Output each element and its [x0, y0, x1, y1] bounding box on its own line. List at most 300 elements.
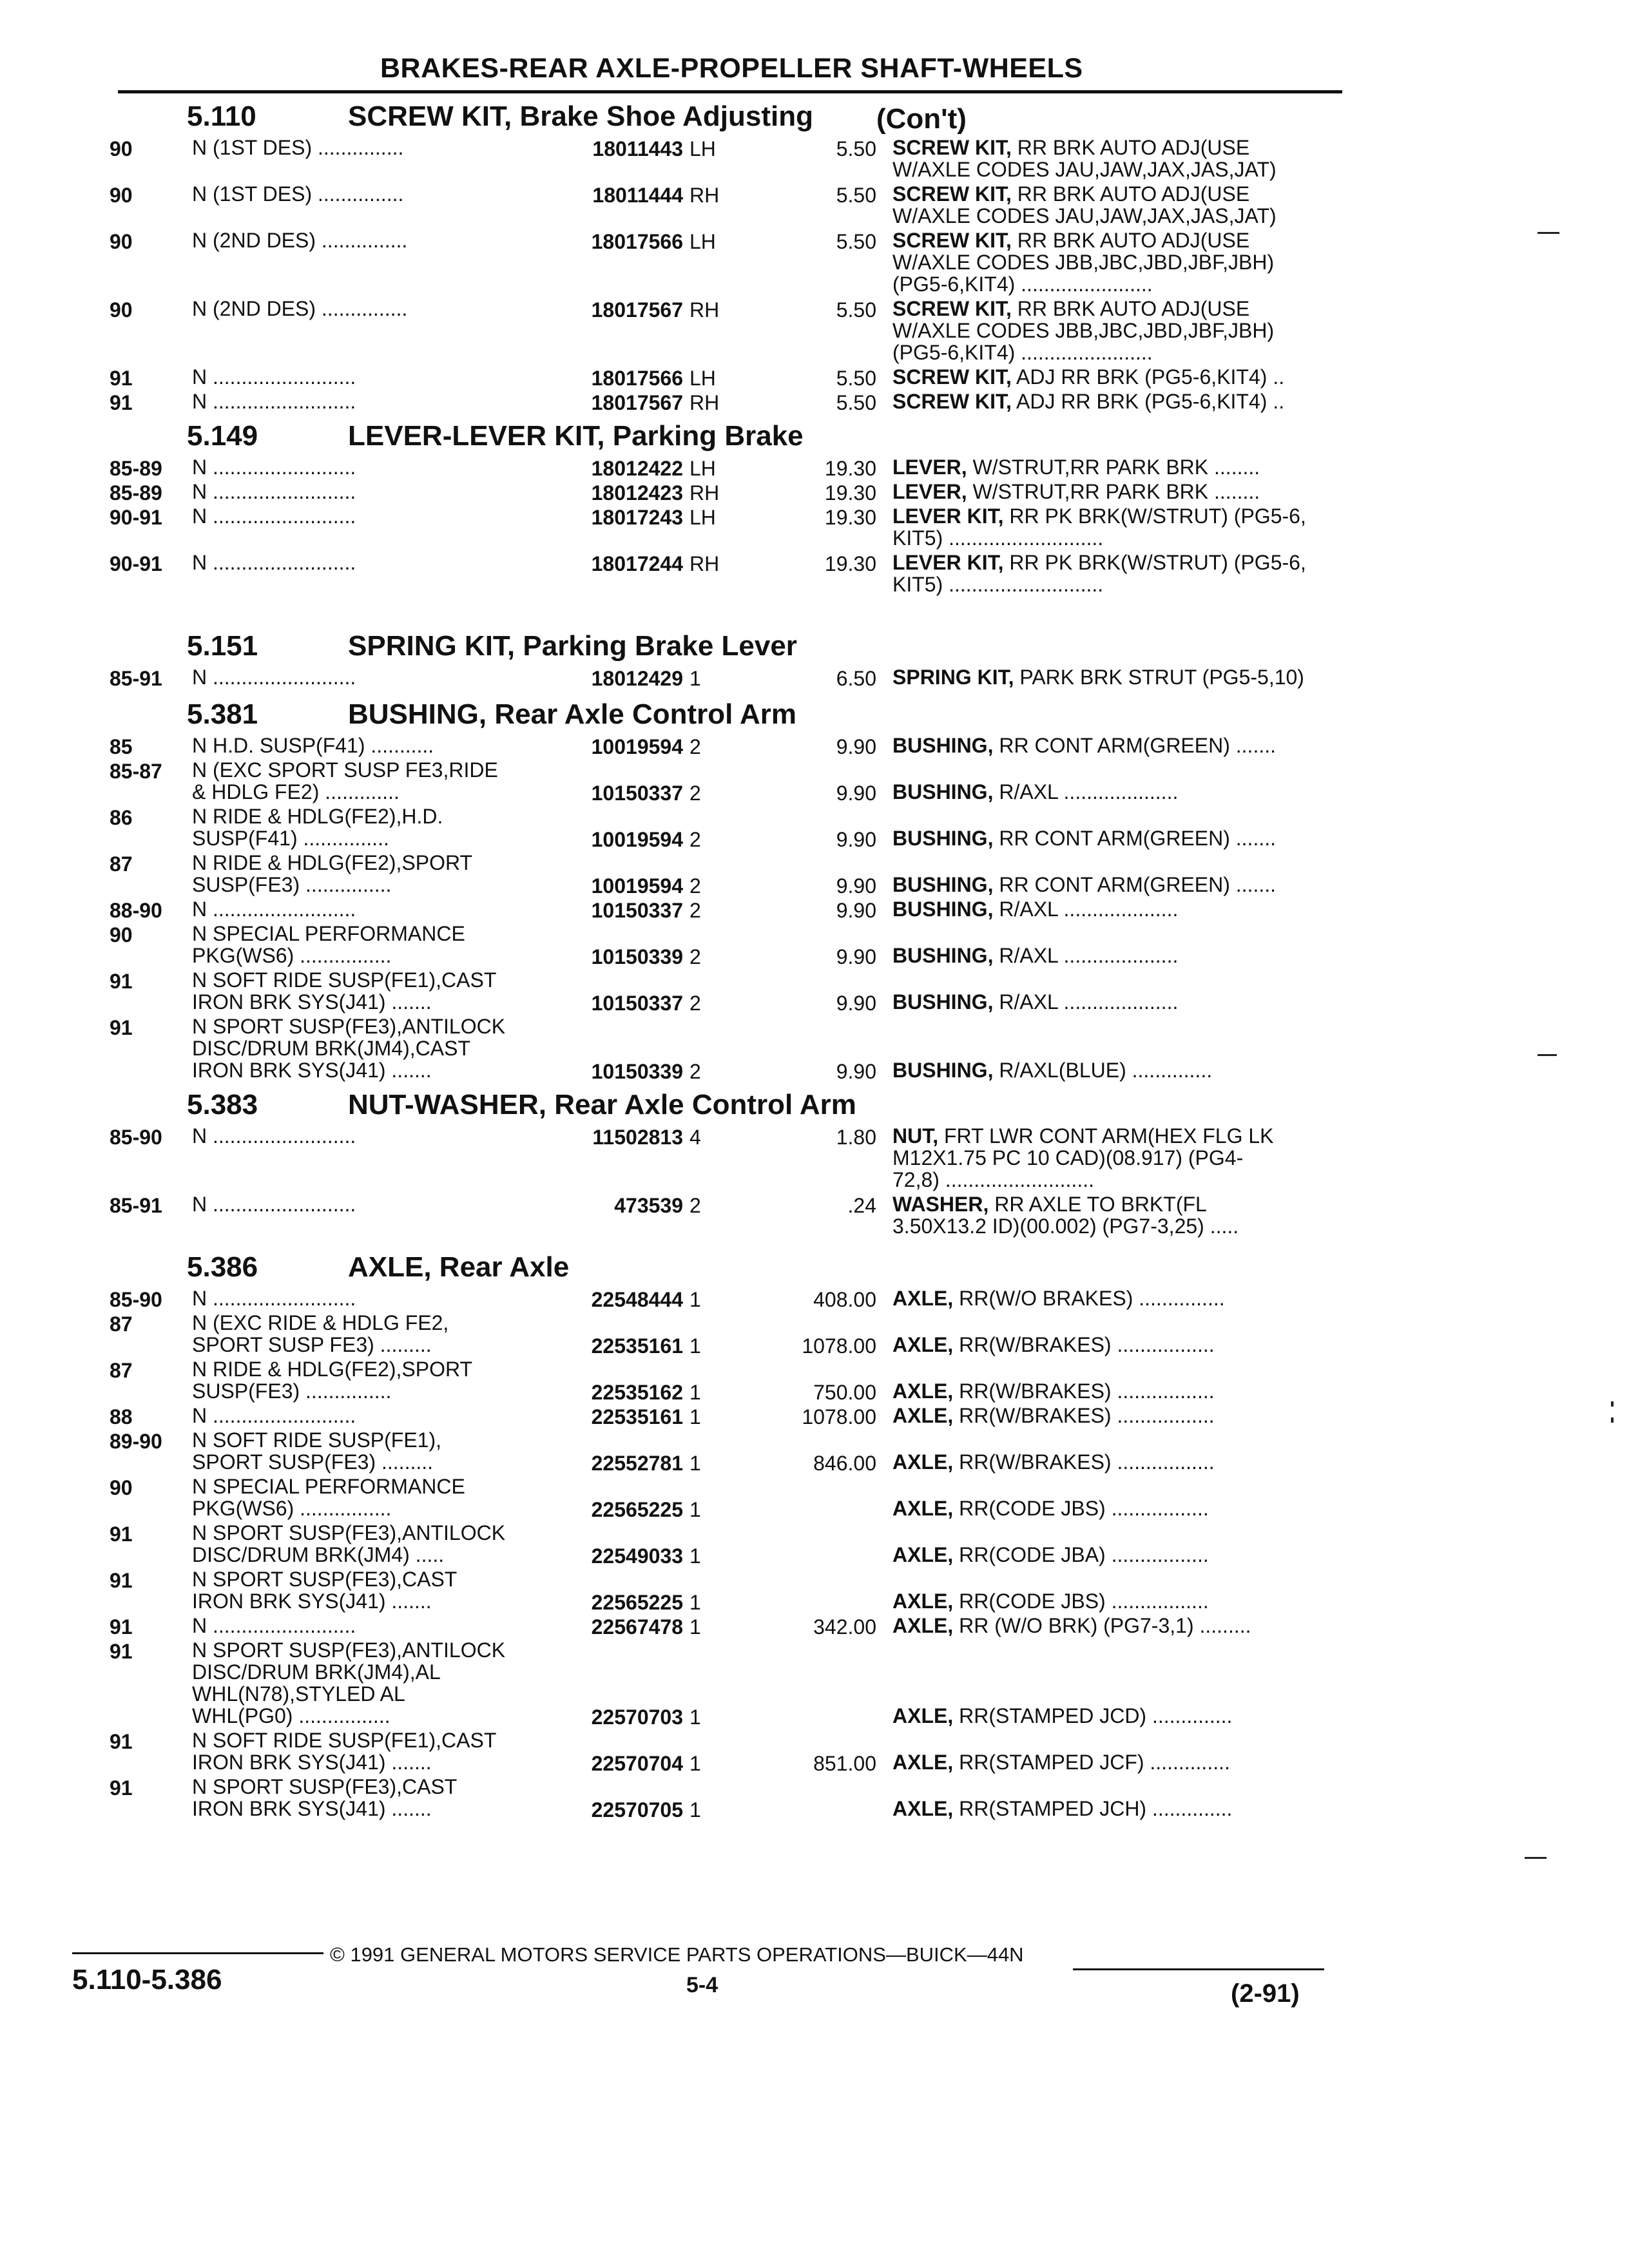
- part-name: [892, 137, 1356, 180]
- catalog-section: [110, 95, 1347, 415]
- part-name-detail: RR(W/BRAKES) .................: [953, 1333, 1215, 1356]
- footer-rule-left: [72, 1952, 323, 1954]
- part-name-detail: RR(STAMPED JCH) ..............: [953, 1797, 1233, 1820]
- model-year: 91: [110, 1615, 133, 1639]
- part-name-detail: RR CONT ARM(GREEN) .......: [993, 734, 1276, 757]
- part-row: [110, 137, 1347, 183]
- header-rule: [118, 90, 1342, 93]
- quantity: 2: [689, 735, 701, 758]
- part-name-keyword: SCREW KIT,: [892, 229, 1012, 252]
- part-name: [892, 366, 1356, 388]
- quantity: LH: [689, 230, 716, 253]
- part-name-detail: RR(STAMPED JCD) ..............: [953, 1704, 1233, 1727]
- usage-description: N .........................: [192, 480, 356, 503]
- part-name-detail: ADJ RR BRK (PG5-6,KIT4) ..: [1011, 390, 1285, 413]
- part-name-keyword: WASHER,: [892, 1193, 989, 1216]
- part-name: [892, 991, 1356, 1013]
- part-name: [892, 898, 1356, 920]
- part-name-detail: RR (W/O BRK) (PG7-3,1) .........: [953, 1614, 1251, 1637]
- price: 846.00: [813, 1452, 876, 1475]
- usage-description: N (1ST DES) ...............: [192, 182, 404, 206]
- part-name: [892, 874, 1356, 896]
- quantity: 2: [689, 874, 701, 898]
- part-name: [892, 1544, 1356, 1566]
- part-row: [110, 1522, 1347, 1568]
- part-name-detail: RR(CODE JBA) .................: [953, 1543, 1209, 1566]
- part-number: 22570703: [591, 1706, 683, 1729]
- part-name-detail: RR BRK AUTO ADJ(USE W/AXLE CODES JBB,JBC,JBD,JBF,JBH) (PG5-6,KIT4) .......................: [892, 297, 1275, 364]
- part-number: 18017566: [591, 230, 683, 253]
- quantity: 1: [689, 1706, 701, 1729]
- usage-description: N SPORT SUSP(FE3),ANTILOCK DISC/DRUM BRK(JM4) .....: [192, 1521, 506, 1566]
- quantity: 1: [689, 1615, 701, 1639]
- price: 9.90: [836, 874, 876, 898]
- usage-description: N SPORT SUSP(FE3),ANTILOCK DISC/DRUM BRK(JM4),AL WHL(N78),STYLED AL WHL(PG0) ................: [192, 1639, 506, 1727]
- quantity: 2: [689, 1194, 701, 1217]
- quantity: LH: [689, 506, 716, 529]
- part-name: [892, 1451, 1356, 1473]
- quantity: 1: [689, 1591, 701, 1614]
- quantity: 1: [689, 1405, 701, 1428]
- price: 408.00: [813, 1288, 876, 1311]
- part-name-keyword: SCREW KIT,: [892, 136, 1012, 159]
- quantity: 2: [689, 945, 701, 968]
- part-row: [110, 1405, 1347, 1429]
- quantity: 1: [689, 1798, 701, 1821]
- section-title: BUSHING, Rear Axle Control Arm: [348, 698, 796, 730]
- quantity: RH: [689, 481, 720, 505]
- part-number: 18017243: [591, 506, 683, 529]
- part-name-keyword: AXLE,: [892, 1379, 954, 1403]
- model-year: 91: [110, 1523, 133, 1546]
- part-name: [892, 183, 1356, 227]
- quantity: 2: [689, 992, 701, 1015]
- part-row: [110, 298, 1347, 366]
- model-year: 85-91: [110, 667, 162, 690]
- part-row: [110, 735, 1347, 759]
- part-name: [892, 1380, 1356, 1402]
- section-title: SPRING KIT, Parking Brake Lever: [348, 630, 797, 662]
- part-name-detail: R/AXL ....................: [993, 990, 1179, 1014]
- usage-description: N .........................: [192, 666, 356, 689]
- quantity: 2: [689, 1060, 701, 1083]
- part-name-detail: R/AXL ....................: [993, 898, 1179, 921]
- model-year: 88: [110, 1405, 133, 1428]
- page-header-title: BRAKES-REAR AXLE-PROPELLER SHAFT-WHEELS: [380, 53, 1083, 84]
- section-number: 5.383: [187, 1089, 258, 1120]
- price: 9.90: [836, 1060, 876, 1083]
- part-number: 10019594: [591, 735, 683, 758]
- section-title: LEVER-LEVER KIT, Parking Brake: [348, 420, 804, 452]
- price: 750.00: [813, 1381, 876, 1404]
- usage-description: N SOFT RIDE SUSP(FE1),CAST IRON BRK SYS(J41) .......: [192, 1729, 497, 1774]
- part-number: 22535161: [591, 1405, 683, 1428]
- part-name: [892, 1125, 1356, 1191]
- part-name-keyword: SCREW KIT,: [892, 365, 1012, 389]
- catalog-section: [110, 693, 1347, 1084]
- section-heading: [110, 1246, 1347, 1287]
- footer-copyright: © 1991 GENERAL MOTORS SERVICE PARTS OPERATIONS—BUICK—44N: [330, 1943, 1024, 1966]
- margin-mark: [1537, 1054, 1557, 1056]
- model-year: 91: [110, 1640, 133, 1663]
- model-year: 91: [110, 1776, 133, 1800]
- section-title: SCREW KIT, Brake Shoe Adjusting: [348, 101, 814, 132]
- part-name-detail: RR PK BRK(W/STRUT) (PG5-6, KIT5) ...........................: [892, 505, 1306, 550]
- usage-description: N .........................: [192, 1287, 356, 1310]
- footer-rule-right: [1073, 1968, 1324, 1970]
- part-name-keyword: BUSHING,: [892, 873, 994, 896]
- quantity: 1: [689, 1498, 701, 1521]
- usage-description: N .........................: [192, 456, 356, 479]
- model-year: 87: [110, 852, 133, 876]
- part-name-detail: RR(CODE JBS) .................: [953, 1590, 1209, 1613]
- part-name-keyword: BUSHING,: [892, 827, 994, 850]
- part-number: 10019594: [591, 828, 683, 851]
- part-name-detail: RR CONT ARM(GREEN) .......: [993, 873, 1276, 896]
- section-number: 5.386: [187, 1251, 258, 1283]
- quantity: 1: [689, 1544, 701, 1568]
- part-name-keyword: SPRING KIT,: [892, 666, 1014, 689]
- part-name-detail: R/AXL ....................: [993, 780, 1179, 803]
- price: 5.50: [836, 184, 876, 207]
- part-name: [892, 1059, 1356, 1081]
- price: 9.90: [836, 945, 876, 968]
- section-title: NUT-WASHER, Rear Axle Control Arm: [348, 1089, 856, 1120]
- part-name-detail: FRT LWR CONT ARM(HEX FLG LK M12X1.75 PC 10 CAD)(08.917) (PG4- 72,8) ..........................: [892, 1124, 1274, 1191]
- part-number: 22548444: [591, 1288, 683, 1311]
- part-name: [892, 1705, 1356, 1727]
- model-year: 91: [110, 1016, 133, 1039]
- part-number: 11502813: [592, 1126, 683, 1149]
- part-number: 22570705: [591, 1798, 683, 1821]
- part-name: [892, 1334, 1356, 1356]
- part-number: 473539: [614, 1194, 683, 1217]
- part-row: [110, 1615, 1347, 1639]
- model-year: 85-89: [110, 481, 162, 505]
- part-name-detail: R/AXL ....................: [993, 944, 1179, 967]
- part-row: [110, 390, 1347, 415]
- part-row: [110, 552, 1347, 598]
- section-number: 5.151: [187, 630, 258, 662]
- section-heading: [110, 1084, 1347, 1125]
- part-number: 18012422: [591, 457, 683, 480]
- part-number: 18011443: [592, 137, 683, 160]
- part-name-keyword: AXLE,: [892, 1590, 954, 1613]
- price: 9.90: [836, 899, 876, 922]
- margin-mark: [1525, 1857, 1547, 1859]
- part-number: 10150339: [591, 1060, 683, 1083]
- part-name-detail: RR BRK AUTO ADJ(USE W/AXLE CODES JBB,JBC,JBD,JBF,JBH) (PG5-6,KIT4) .......................: [892, 229, 1275, 296]
- part-name: [892, 505, 1356, 549]
- quantity: LH: [689, 367, 716, 390]
- part-name-keyword: AXLE,: [892, 1751, 954, 1774]
- part-name-keyword: AXLE,: [892, 1287, 954, 1310]
- model-year: 90: [110, 137, 133, 160]
- part-name: [892, 666, 1356, 688]
- part-name: [892, 827, 1356, 849]
- price: 5.50: [836, 298, 876, 322]
- part-row: [110, 366, 1347, 390]
- part-name-detail: RR(W/BRAKES) .................: [953, 1379, 1215, 1403]
- part-name-keyword: AXLE,: [892, 1450, 954, 1474]
- price: 851.00: [813, 1752, 876, 1775]
- price: 1078.00: [802, 1334, 876, 1358]
- part-number: 18012429: [591, 667, 683, 690]
- part-name-keyword: AXLE,: [892, 1543, 954, 1566]
- price: 6.50: [836, 667, 876, 690]
- part-name-detail: RR PK BRK(W/STRUT) (PG5-6, KIT5) ...........................: [892, 551, 1306, 596]
- part-name-detail: RR(W/BRAKES) .................: [953, 1404, 1215, 1427]
- part-number: 18017567: [591, 298, 683, 322]
- quantity: 1: [689, 1288, 701, 1311]
- part-row: [110, 1776, 1347, 1822]
- quantity: LH: [689, 457, 716, 480]
- part-name: [892, 1497, 1356, 1519]
- section-heading: [110, 625, 1347, 666]
- price: 9.90: [836, 735, 876, 758]
- quantity: 4: [689, 1126, 701, 1149]
- part-number: 22535162: [591, 1381, 683, 1404]
- usage-description: N .........................: [192, 898, 356, 921]
- section-heading: [110, 95, 1347, 137]
- price: 5.50: [836, 367, 876, 390]
- part-row: [110, 1193, 1347, 1240]
- price: 19.30: [824, 481, 876, 505]
- usage-description: N .........................: [192, 390, 356, 413]
- usage-description: N .........................: [192, 1404, 356, 1427]
- price: 9.90: [836, 782, 876, 805]
- quantity: 1: [689, 1334, 701, 1358]
- part-name-detail: RR(CODE JBS) .................: [953, 1497, 1209, 1520]
- model-year: 90-91: [110, 552, 162, 575]
- part-row: [110, 456, 1347, 481]
- usage-description: N .........................: [192, 505, 356, 528]
- footer-section-range: 5.110-5.386: [72, 1964, 222, 1995]
- part-row: [110, 183, 1347, 229]
- model-year: 90: [110, 923, 133, 947]
- price: 5.50: [836, 391, 876, 414]
- usage-description: N .........................: [192, 551, 356, 574]
- usage-description: N .........................: [192, 1614, 356, 1637]
- part-number: 10150337: [591, 899, 683, 922]
- usage-description: N (2ND DES) ...............: [192, 297, 408, 320]
- part-row: [110, 1475, 1347, 1522]
- usage-description: N (2ND DES) ...............: [192, 229, 408, 252]
- model-year: 91: [110, 970, 133, 993]
- price: 5.50: [836, 230, 876, 253]
- usage-description: N SPECIAL PERFORMANCE PKG(WS6) ................: [192, 1475, 465, 1520]
- price: 5.50: [836, 137, 876, 160]
- price: .24: [847, 1194, 876, 1217]
- part-row: [110, 1015, 1347, 1084]
- part-name-keyword: AXLE,: [892, 1497, 954, 1520]
- section-number: 5.149: [187, 420, 258, 452]
- section-number: 5.110: [187, 101, 256, 132]
- quantity: RH: [689, 391, 720, 414]
- catalog-section: [110, 415, 1347, 598]
- quantity: 2: [689, 782, 701, 805]
- usage-description: N (EXC RIDE & HDLG FE2, SPORT SUSP FE3) .........: [192, 1311, 449, 1356]
- usage-description: N SPORT SUSP(FE3),ANTILOCK DISC/DRUM BRK(JM4),CAST IRON BRK SYS(J41) .......: [192, 1015, 506, 1082]
- part-name-keyword: LEVER,: [892, 456, 967, 479]
- part-name-keyword: LEVER KIT,: [892, 551, 1004, 574]
- section-heading: [110, 415, 1347, 456]
- quantity: 1: [689, 1452, 701, 1475]
- catalog-section: [110, 625, 1347, 691]
- model-year: 85-90: [110, 1288, 162, 1311]
- part-row: [110, 1125, 1347, 1193]
- model-year: 87: [110, 1359, 133, 1382]
- usage-description: N RIDE & HDLG(FE2),SPORT SUSP(FE3) ...............: [192, 851, 473, 896]
- part-name-keyword: BUSHING,: [892, 990, 994, 1014]
- quantity: 1: [689, 1752, 701, 1775]
- model-year: 87: [110, 1312, 133, 1336]
- part-row: [110, 481, 1347, 505]
- catalog-section: [110, 1246, 1347, 1822]
- part-row: [110, 1358, 1347, 1405]
- price: 342.00: [813, 1615, 876, 1639]
- part-row: [110, 923, 1347, 969]
- model-year: 91: [110, 1730, 133, 1753]
- part-number: 22565225: [591, 1498, 683, 1521]
- part-name: [892, 1405, 1356, 1427]
- model-year: 90: [110, 184, 133, 207]
- catalog-section: [110, 1084, 1347, 1240]
- price: 9.90: [836, 992, 876, 1015]
- part-name-detail: W/STRUT,RR PARK BRK ........: [967, 480, 1260, 503]
- part-name-detail: RR BRK AUTO ADJ(USE W/AXLE CODES JAU,JAW,JAX,JAS,JAT): [892, 182, 1277, 227]
- usage-description: N RIDE & HDLG(FE2),SPORT SUSP(FE3) ...............: [192, 1358, 473, 1403]
- usage-description: N (EXC SPORT SUSP FE3,RIDE & HDLG FE2) .............: [192, 758, 498, 803]
- quantity: 2: [689, 899, 701, 922]
- part-name-keyword: LEVER KIT,: [892, 505, 1004, 528]
- part-name-detail: ADJ RR BRK (PG5-6,KIT4) ..: [1011, 365, 1285, 389]
- part-name-detail: W/STRUT,RR PARK BRK ........: [967, 456, 1260, 479]
- part-row: [110, 1287, 1347, 1312]
- part-name-detail: RR BRK AUTO ADJ(USE W/AXLE CODES JAU,JAW,JAX,JAS,JAT): [892, 136, 1277, 181]
- part-number: 18017566: [591, 367, 683, 390]
- part-row: [110, 505, 1347, 552]
- model-year: 88-90: [110, 899, 162, 922]
- part-name-keyword: SCREW KIT,: [892, 390, 1012, 413]
- part-name-detail: PARK BRK STRUT (PG5-5,10): [1014, 666, 1304, 689]
- part-name: [892, 481, 1356, 503]
- quantity: 2: [689, 828, 701, 851]
- usage-description: N (1ST DES) ...............: [192, 136, 404, 159]
- usage-description: N RIDE & HDLG(FE2),H.D. SUSP(F41) ...............: [192, 805, 443, 850]
- usage-description: N .........................: [192, 1193, 356, 1216]
- model-year: 90-91: [110, 506, 162, 529]
- part-name-keyword: NUT,: [892, 1124, 939, 1148]
- part-number: 18017567: [591, 391, 683, 414]
- part-name: [892, 1193, 1356, 1237]
- part-number: 18012423: [591, 481, 683, 505]
- part-number: 22570704: [591, 1752, 683, 1775]
- part-name-keyword: BUSHING,: [892, 898, 994, 921]
- part-name: [892, 456, 1356, 478]
- part-name: [892, 1615, 1356, 1637]
- model-year: 85-89: [110, 457, 162, 480]
- usage-description: N H.D. SUSP(F41) ...........: [192, 734, 434, 757]
- part-row: [110, 1639, 1347, 1729]
- model-year: 91: [110, 367, 133, 390]
- part-name-keyword: SCREW KIT,: [892, 182, 1012, 206]
- model-year: 90: [110, 230, 133, 253]
- model-year: 90: [110, 298, 133, 322]
- part-number: 10019594: [591, 874, 683, 898]
- part-number: 22567478: [591, 1615, 683, 1639]
- part-number: 10150337: [591, 992, 683, 1015]
- price: 19.30: [824, 506, 876, 529]
- part-row: [110, 1312, 1347, 1358]
- model-year: 85-90: [110, 1126, 162, 1149]
- part-row: [110, 759, 1347, 805]
- price: 19.30: [824, 552, 876, 575]
- footer-revision: (2-91): [1231, 1979, 1300, 2008]
- part-name: [892, 735, 1356, 756]
- part-row: [110, 898, 1347, 923]
- part-name-keyword: BUSHING,: [892, 734, 994, 757]
- model-year: 85: [110, 735, 133, 758]
- part-number: 22549033: [591, 1544, 683, 1568]
- usage-description: N SOFT RIDE SUSP(FE1), SPORT SUSP(FE3) .........: [192, 1428, 442, 1474]
- part-name-keyword: AXLE,: [892, 1704, 954, 1727]
- parts-listing: [110, 95, 1347, 1822]
- part-row: [110, 229, 1347, 298]
- usage-description: N SPECIAL PERFORMANCE PKG(WS6) ................: [192, 922, 465, 967]
- margin-mark: [1611, 1401, 1614, 1407]
- part-name: [892, 1590, 1356, 1612]
- part-number: 22535161: [591, 1334, 683, 1358]
- usage-description: N SPORT SUSP(FE3),CAST IRON BRK SYS(J41) .......: [192, 1568, 458, 1613]
- part-name-detail: RR AXLE TO BRKT(FL 3.50X13.2 ID)(00.002) (PG7-3,25) .....: [892, 1193, 1239, 1238]
- part-name: [892, 390, 1356, 412]
- usage-description: N SPORT SUSP(FE3),CAST IRON BRK SYS(J41) .......: [192, 1775, 458, 1820]
- part-name: [892, 229, 1356, 295]
- quantity: RH: [689, 184, 720, 207]
- price: 1.80: [836, 1126, 876, 1149]
- margin-mark: [1611, 1418, 1614, 1423]
- part-number: 18011444: [592, 184, 683, 207]
- part-number: 10150339: [591, 945, 683, 968]
- part-number: 10150337: [591, 782, 683, 805]
- model-year: 85-91: [110, 1194, 162, 1217]
- model-year: 90: [110, 1476, 133, 1499]
- part-name-keyword: BUSHING,: [892, 1059, 994, 1082]
- part-row: [110, 805, 1347, 852]
- quantity: 1: [689, 1381, 701, 1404]
- section-title: AXLE, Rear Axle: [348, 1251, 570, 1283]
- part-name-keyword: LEVER,: [892, 480, 967, 503]
- model-year: 91: [110, 391, 133, 414]
- usage-description: N .........................: [192, 365, 356, 389]
- part-row: [110, 969, 1347, 1015]
- price: 1078.00: [802, 1405, 876, 1428]
- model-year: 86: [110, 806, 133, 829]
- part-name-detail: RR(W/BRAKES) .................: [953, 1450, 1215, 1474]
- part-number: 22565225: [591, 1591, 683, 1614]
- part-name-keyword: AXLE,: [892, 1333, 954, 1356]
- section-continued: (Con't): [876, 103, 967, 135]
- part-row: [110, 1568, 1347, 1615]
- part-name: [892, 1287, 1356, 1309]
- part-name-detail: RR(W/O BRAKES) ...............: [953, 1287, 1225, 1310]
- part-name: [892, 298, 1356, 363]
- part-number: 18017244: [591, 552, 683, 575]
- model-year: 85-87: [110, 760, 162, 783]
- part-row: [110, 666, 1347, 691]
- part-name: [892, 781, 1356, 803]
